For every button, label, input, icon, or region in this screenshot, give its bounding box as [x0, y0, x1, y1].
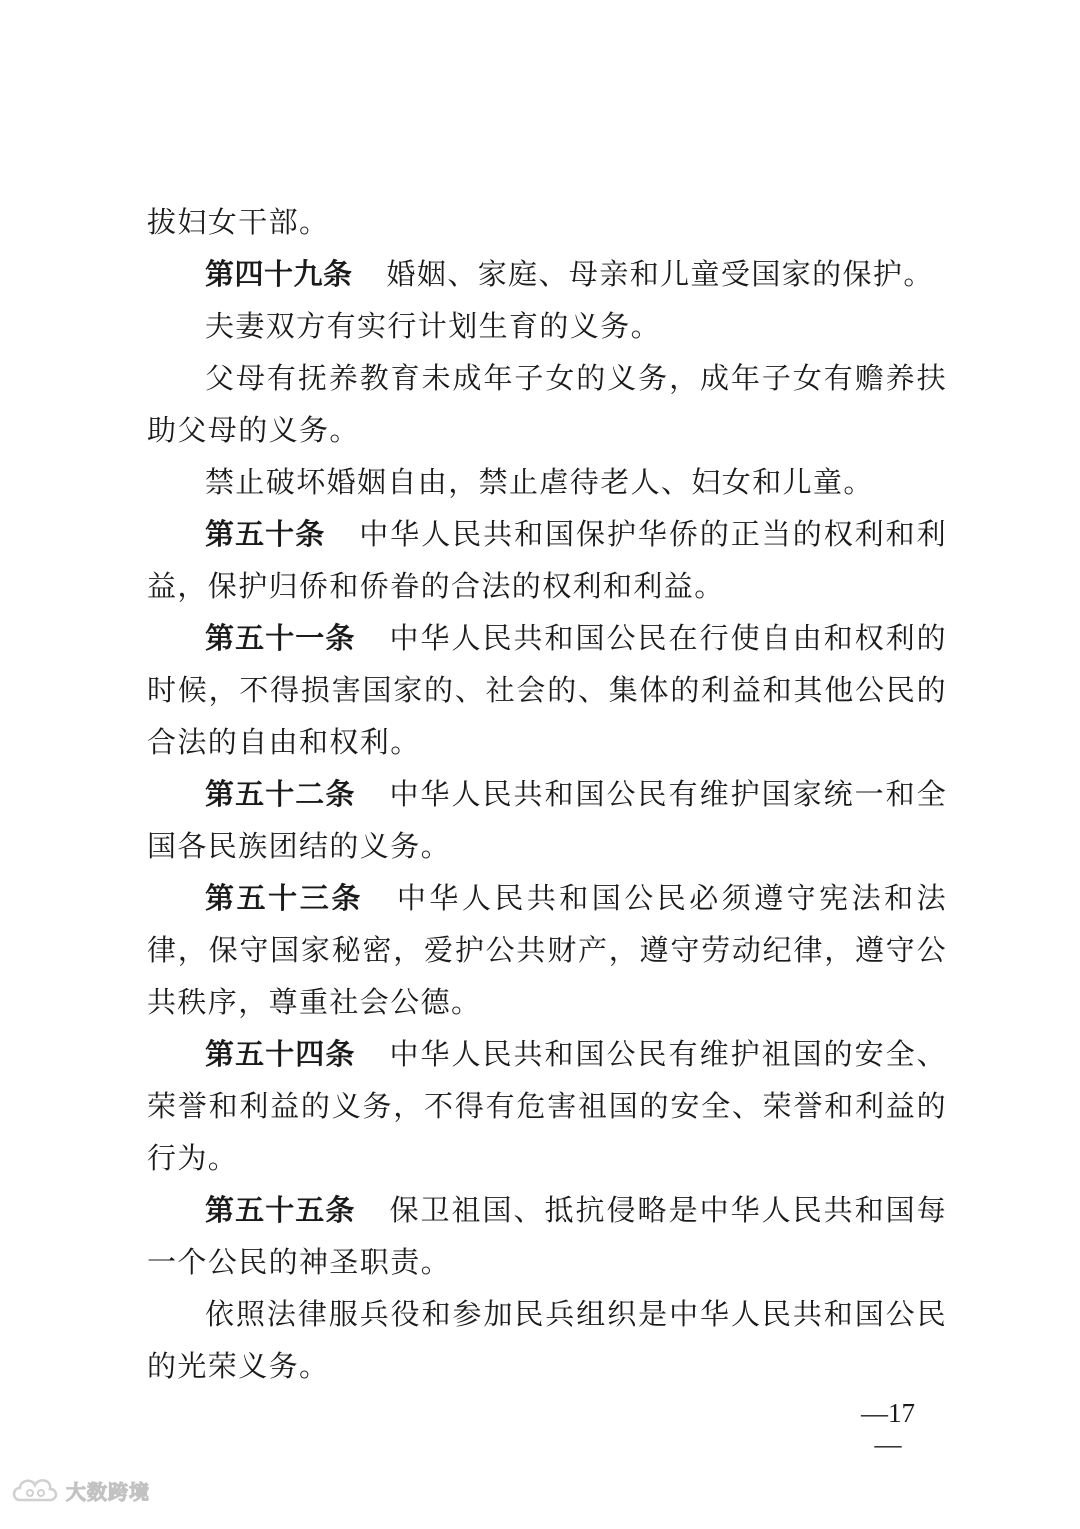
- article-heading: 第五十四条: [205, 1037, 356, 1071]
- paragraph-text: 保卫祖国、抵抗侵略是中华人民共和国每一个公民的神圣职责。: [147, 1193, 947, 1279]
- watermark-text: 大数跨境: [66, 1479, 150, 1504]
- article-heading: 第五十五条: [205, 1193, 356, 1227]
- article-paragraph: [147, 508, 947, 612]
- watermark: [10, 1468, 150, 1512]
- cloud-logo-icon: [10, 1472, 62, 1508]
- article-heading: 第五十二条: [205, 777, 356, 811]
- paragraph-text: 拔妇女干部。: [147, 205, 330, 239]
- paragraph-text: 中华人民共和国保护华侨的正当的权利和利益，保护归侨和侨眷的合法的权利和利益。: [147, 517, 947, 603]
- page-number: —17—: [861, 1398, 915, 1459]
- article-heading: 第四十九条: [205, 257, 353, 291]
- article-paragraph: [147, 872, 947, 1028]
- article-paragraph: [147, 248, 947, 300]
- paragraph-text: 夫妻双方有实行计划生育的义务。: [205, 309, 662, 343]
- article-heading: 第五十条: [205, 517, 326, 551]
- article-paragraph: [147, 768, 947, 872]
- paragraph: [147, 1288, 947, 1392]
- paragraph: [147, 456, 947, 508]
- paragraph-text: 婚姻、家庭、母亲和儿童受国家的保护。: [386, 257, 934, 291]
- article-heading: 第五十一条: [205, 621, 356, 655]
- article-paragraph: [147, 1184, 947, 1288]
- paragraph-text: 中华人民共和国公民在行使自由和权利的时候，不得损害国家的、社会的、集体的利益和其他公民的合法的自由和权利。: [147, 621, 947, 759]
- paragraph-text: 禁止破坏婚姻自由，禁止虐待老人、妇女和儿童。: [205, 465, 874, 499]
- article-paragraph: [147, 1028, 947, 1184]
- paragraph: [147, 300, 947, 352]
- paragraph-text: 中华人民共和国公民有维护祖国的安全、荣誉和利益的义务，不得有危害祖国的安全、荣誉和利益的行为。: [147, 1037, 947, 1175]
- article-heading: 第五十三条: [205, 881, 363, 915]
- paragraph: [147, 352, 947, 456]
- article-paragraph: [147, 612, 947, 768]
- document-body: [147, 196, 947, 1392]
- paragraph-text: 依照法律服兵役和参加民兵组织是中华人民共和国公民的光荣义务。: [147, 1297, 947, 1383]
- paragraph-text: 中华人民共和国公民必须遵守宪法和法律，保守国家秘密，爱护公共财产，遵守劳动纪律，遵守公共秩序，尊重社会公德。: [147, 881, 947, 1019]
- paragraph-text: 父母有抚养教育未成年子女的义务，成年子女有赡养扶助父母的义务。: [147, 361, 947, 447]
- paragraph: [147, 196, 947, 248]
- paragraph-text: 中华人民共和国公民有维护国家统一和全国各民族团结的义务。: [147, 777, 947, 863]
